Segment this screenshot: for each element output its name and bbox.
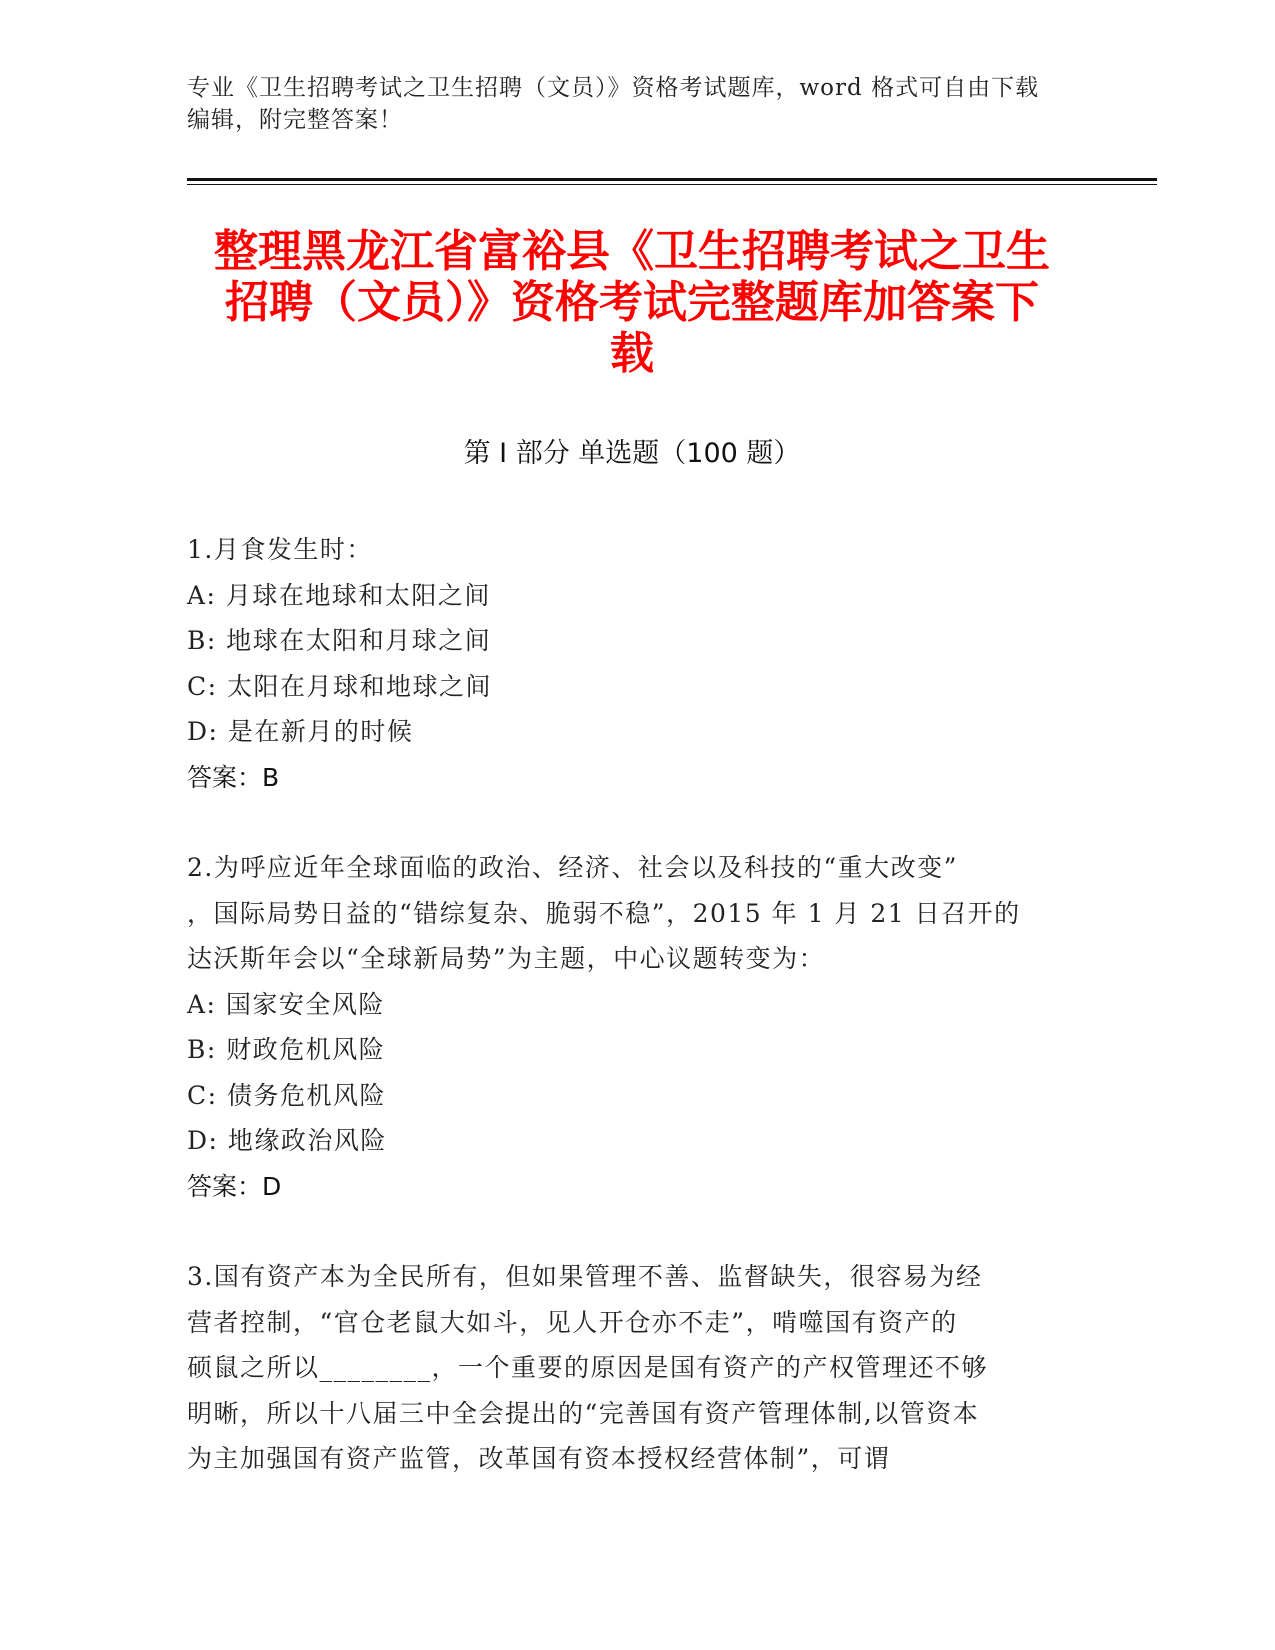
title-line: 载 [610,328,654,379]
option-b: B: 地球在太阳和月球之间 [187,626,492,655]
option-a: A: 月球在地球和太阳之间 [187,580,491,610]
option-d: D: 是在新月的时候 [187,717,414,746]
option-a: A: 国家安全风险 [187,989,385,1019]
title-line: 招聘（文员）》资格考试完整题库加答案下 [225,277,1039,328]
header-divider-thick [187,178,1157,181]
question-1 [187,527,1077,800]
question-text: 达沃斯年会以“全球新局势”为主题，中心议题转变为： [187,944,826,973]
question-text: 1.月食发生时： [187,535,373,564]
option-c: C: 债务危机风险 [187,1080,386,1110]
question-list [187,527,1077,1527]
title-line: 整理黑龙江省富裕县《卫生招聘考试之卫生 [214,226,1050,277]
option-b: B: 财政危机风险 [187,1035,386,1064]
option-d: D: 地缘政治风险 [187,1126,387,1155]
question-text: 3.国有资产本为全民所有，但如果管理不善、监督缺失，很容易为经 [187,1262,983,1291]
question-text: 为主加强国有资产监管，改革国有资本授权经营体制”，可谓 [187,1444,891,1473]
question-2 [187,845,1077,1209]
answer: 答案：B [187,762,280,792]
answer: 答案：D [187,1171,282,1201]
header-note [187,72,1067,136]
header-divider-thin [187,184,1157,185]
document-title [187,226,1077,379]
header-note-line: 专业《卫生招聘考试之卫生招聘（文员）》资格考试题库，word 格式可自由下载 [187,75,1040,101]
question-text: ，国际局势日益的“错综复杂、脆弱不稳”，2015 年 1 月 21 日召开的 [187,898,1021,928]
question-text: 明晰，所以十八届三中全会提出的“完善国有资产管理体制,以管资本 [187,1398,980,1428]
question-text: 硕鼠之所以________，一个重要的原因是国有资产的产权管理还不够 [187,1353,989,1382]
header-note-line: 编辑，附完整答案！ [187,107,403,133]
option-c: C: 太阳在月球和地球之间 [187,671,492,701]
question-3 [187,1254,1077,1482]
question-text: 2.为呼应近年全球面临的政治、经济、社会以及科技的“重大改变” [187,853,958,882]
question-text: 营者控制，“官仓老鼠大如斗，见人开仓亦不走”，啃噬国有资产的 [187,1307,958,1337]
section-title: 第 I 部分 单选题（100 题） [463,438,801,469]
